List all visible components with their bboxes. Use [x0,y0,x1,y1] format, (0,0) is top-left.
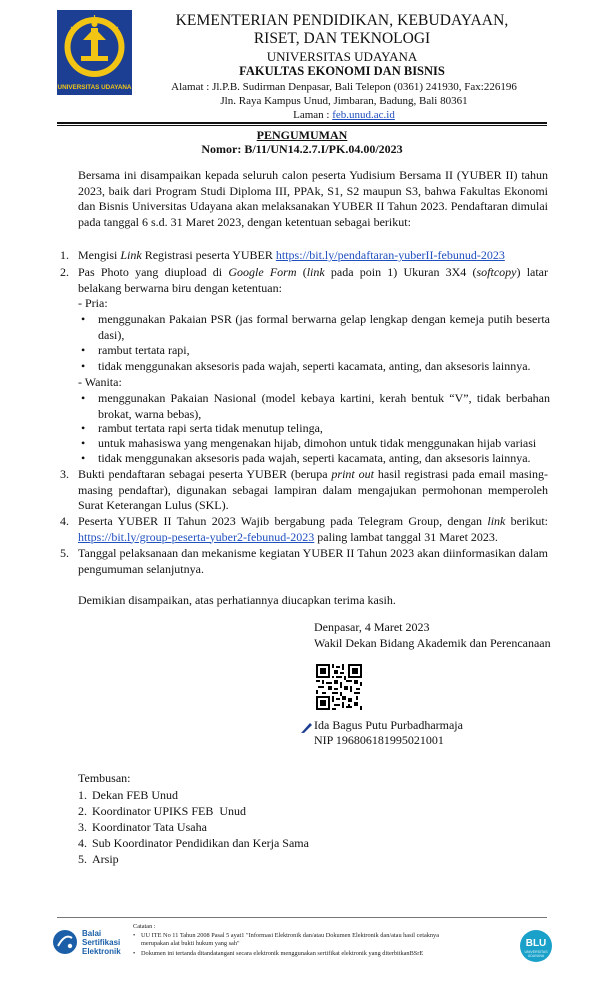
item-1-number: 1. [60,248,69,262]
pria-rule-2: rambut tertata rapi, [98,343,190,357]
item-2-number: 2. [60,265,69,279]
bullet-icon: • [81,343,86,357]
bullet-icon: • [133,950,136,957]
bsre-logo-icon [52,929,78,955]
telegram-group-link[interactable]: https://bit.ly/group-peserta-yuber2-febunud-2023 [78,529,315,544]
wanita-rule-3: untuk mahasiswa yang mengenakan hijab, dimohon untuk tidak menggunakan hijab variasi [98,436,537,450]
announcement-number: Nomor: B/11/UN14.2.7.I/PK.04.00/2023 [201,142,403,156]
cc-item: Koordinator UPIKS FEB Unud [92,804,247,818]
pria-rule-1: menggunakan Pakaian PSR (jas formal berwarna gelap lengkap dengan kemeja putih beserta dasi), [98,312,550,342]
footer-note-2: Dokumen ini tertanda ditandatangani secara elektronik menggunakan sertifikat elektronik yang diterbitkanBSrE [141,950,424,957]
item-3: Bukti pendaftaran sebagai peserta YUBER (berupa print out hasil registrasi pada email masing-masing pendaftar), digunakan sebagai lampiran dalam mengajukan permohonan memperoleh Surat Keterangan Lulus (SKL). [78,467,549,512]
university-logo [57,10,132,95]
bullet-icon: • [81,391,86,405]
cc-number: 2. [78,804,87,818]
signer-name: Ida Bagus Putu Purbadharmaja [314,718,463,732]
footer-catatan-label: Catatan : [133,923,156,930]
footer-rule [57,917,547,918]
cc-item: Sub Koordinator Pendidikan dan Kerja Sama [92,836,309,850]
signer-position: Wakil Dekan Bidang Akademik dan Perencanaan [314,636,551,650]
item-1: Mengisi Link Registrasi peserta YUBER https://bit.ly/pendaftaran-yuberII-febunud-2023 [78,248,505,262]
signature-pen-icon [300,720,314,734]
bullet-icon: • [81,436,86,450]
header-rule-thin [57,125,547,126]
wanita-label: - Wanita: [78,375,122,389]
blu-logo-text: BLU [525,938,547,949]
address-line2: Jln. Raya Kampus Unud, Jimbaran, Badung, Bali 80361 [220,95,468,107]
item-5: Tanggal pelaksanaan dan mekanisme kegiatan YUBER II Tahun 2023 akan diinformasikan dalam pengumuman selanjutnya. [78,546,548,576]
item-5-number: 5. [60,546,69,560]
ministry-name-line2: RISET, DAN TEKNOLOGI [253,30,431,47]
cc-item: Dekan FEB Unud [92,788,178,802]
cc-number: 3. [78,820,87,834]
announcement-title: PENGUMUMAN [256,128,348,142]
svg-text:UNIVERSITAS UDAYANA: UNIVERSITAS UDAYANA [57,84,132,91]
cc-number: 4. [78,836,87,850]
header-rule-thick [57,122,547,124]
footer-note-1-cont: merupakan alat bukti hukum yang sah" [141,940,240,947]
website-link[interactable]: feb.unud.ac.id [332,109,395,121]
cc-number: 5. [78,852,87,866]
signer-nip: NIP 196806181995021001 [314,733,444,747]
cc-number: 1. [78,788,87,802]
blu-logo-subtext: UNIVERSITAS UDAYANA [524,950,548,958]
closing-sentence: Demikian disampaikan, atas perhatiannya diucapkan terima kasih. [78,593,396,607]
bullet-icon: • [81,421,86,435]
cc-item: Arsip [92,852,119,866]
bullet-icon: • [81,359,86,373]
wanita-rule-1: menggunakan Pakaian Nasional (model kebaya kartini, kerah bentuk “V”, tidak berbahan brokat, warna bebas), [98,391,550,421]
intro-paragraph: Bersama ini disampaikan kepada seluruh calon peserta Yudisium Bersama II (YUBER II) tahun 2023, baik dari Program Studi Diploma III, PPAk, S1, S2 maupun S3, bahwa Fakultas Ekonomi dan Bisnis Universitas Udayana akan melaksanakan YUBER II Tahun 2023. Pendaftaran dimulai pada tanggal 6 s.d. 31 Maret 2023, dengan ketentuan sebagai berikut: [78,168,548,229]
bullet-icon: • [81,451,86,465]
item-2: Pas Photo yang diupload di Google Form (link pada poin 1) Ukuran 3X4 (softcopy) latar belakang berwarna biru dengan ketentuan: [78,265,549,295]
footer-note-1: UU ITE No 11 Tahun 2008 Pasal 5 ayat1 "Informasi Elektronik dan/atau Dokumen Elektronik dan/atau hasil cetaknya [141,932,440,939]
item-3-number: 3. [60,467,69,481]
wanita-rule-4: tidak menggunakan aksesoris pada wajah, seperti kacamata, anting, dan aksesoris lainnya. [98,451,531,465]
ministry-name-line1: KEMENTERIAN PENDIDIKAN, KEBUDAYAAN, [175,12,509,29]
pria-rule-3: tidak menggunakan aksesoris pada wajah, seperti kacamata, anting, dan aksesoris lainnya. [98,359,531,373]
bullet-icon: • [133,932,136,939]
registration-link[interactable]: https://bit.ly/pendaftaran-yuberII-febunud-2023 [275,248,505,262]
university-name: UNIVERSITAS UDAYANA [266,49,418,64]
bullet-icon: • [81,312,86,326]
website-label: Laman : [293,109,333,121]
item-4: Peserta YUBER II Tahun 2023 Wajib bergabung pada Telegram Group, dengan link berikut: https://bit.ly/group-peserta-yuber2-febunud-2023 paling lambat tanggal 31 Maret 2023. [78,514,548,544]
website-line [140,108,548,122]
pria-label: - Pria: [78,296,108,310]
address-line1: Alamat : Jl.P.B. Sudirman Denpasar, Bali Telepon (0361) 241930, Fax:226196 [171,81,517,93]
place-date: Denpasar, 4 Maret 2023 [314,620,430,634]
bsre-name: Balai Sertifikasi Elektronik [82,929,121,956]
wanita-rule-2: rambut tertata rapi serta tidak menutup telinga, [98,421,323,435]
cc-item: Koordinator Tata Usaha [92,820,207,834]
faculty-name: FAKULTAS EKONOMI DAN BISNIS [239,64,445,78]
tembusan-label: Tembusan: [78,771,131,785]
item-4-number: 4. [60,514,69,528]
qr-code-icon [316,664,362,710]
